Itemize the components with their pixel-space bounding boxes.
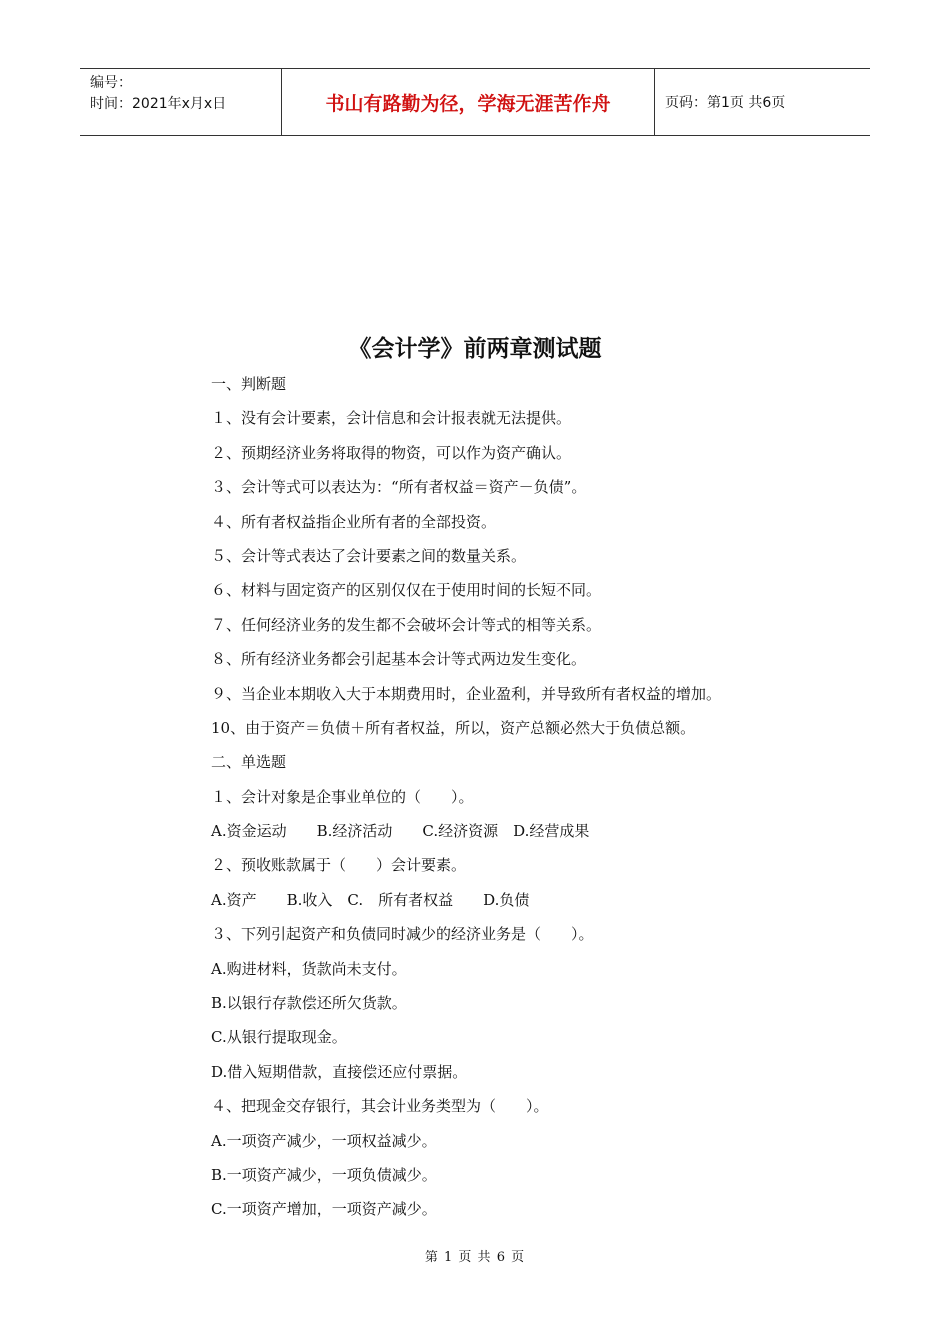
page-footer: 第 1 页 共 6 页 xyxy=(424,1250,526,1265)
page-info: 页码：第1页 共6页 xyxy=(665,95,786,111)
number-label: 编号： xyxy=(90,75,132,91)
section-heading-single-choice: 二、单选题 xyxy=(211,753,287,772)
document-title: 《会计学》前两章测试题 xyxy=(348,336,602,362)
option-line: A.资产 B.收入 C. 所有者权益 D.负债 xyxy=(211,890,530,909)
question-line: ６、材料与固定资产的区别仅仅在于使用时间的长短不同。 xyxy=(211,581,602,600)
question-line: １、会计对象是企事业单位的（ ）。 xyxy=(211,787,474,806)
option-line: A.购进材料，货款尚未支付。 xyxy=(211,959,407,978)
question-line: １、没有会计要素，会计信息和会计报表就无法提供。 xyxy=(211,409,572,428)
question-line: ４、把现金交存银行，其会计业务类型为（ ）。 xyxy=(211,1097,549,1116)
question-line: ９、当企业本期收入大于本期费用时，企业盈利，并导致所有者权益的增加。 xyxy=(211,684,722,703)
document-body xyxy=(211,374,851,1234)
option-line: C.从银行提取现金。 xyxy=(211,1028,347,1047)
section-heading-judgement: 一、判断题 xyxy=(211,375,287,393)
question-line: ４、所有者权益指企业所有者的全部投资。 xyxy=(211,512,497,531)
question-line: ８、所有经济业务都会引起基本会计等式两边发生变化。 xyxy=(211,650,587,669)
header-left-cell xyxy=(80,69,282,135)
time-label: 时间：2021年x月x日 xyxy=(90,96,227,112)
question-line: ２、预收账款属于（ ）会计要素。 xyxy=(211,856,467,875)
option-line: C.一项资产增加，一项资产减少。 xyxy=(211,1200,437,1219)
option-line: A.资金运动 B.经济活动 C.经济资源 D.经营成果 xyxy=(211,822,590,841)
question-line: 10、由于资产＝负债＋所有者权益，所以，资产总额必然大于负债总额。 xyxy=(211,718,696,737)
question-line: ３、会计等式可以表达为：“所有者权益＝资产－负债”。 xyxy=(211,478,587,497)
question-line: ２、预期经济业务将取得的物资，可以作为资产确认。 xyxy=(211,443,572,462)
header-table xyxy=(80,68,870,136)
motto: 书山有路勤为径，学海无涯苦作舟 xyxy=(282,69,655,135)
option-line: B.一项资产减少，一项负债减少。 xyxy=(211,1165,437,1184)
question-line: ５、会计等式表达了会计要素之间的数量关系。 xyxy=(211,546,527,565)
option-line: A.一项资产减少，一项权益减少。 xyxy=(211,1131,437,1150)
option-line: D.借入短期借款，直接偿还应付票据。 xyxy=(211,1062,468,1081)
question-line: ７、任何经济业务的发生都不会破坏会计等式的相等关系。 xyxy=(211,615,602,634)
question-line: ３、下列引起资产和负债同时减少的经济业务是（ ）。 xyxy=(211,925,594,944)
option-line: B.以银行存款偿还所欠货款。 xyxy=(211,994,407,1013)
